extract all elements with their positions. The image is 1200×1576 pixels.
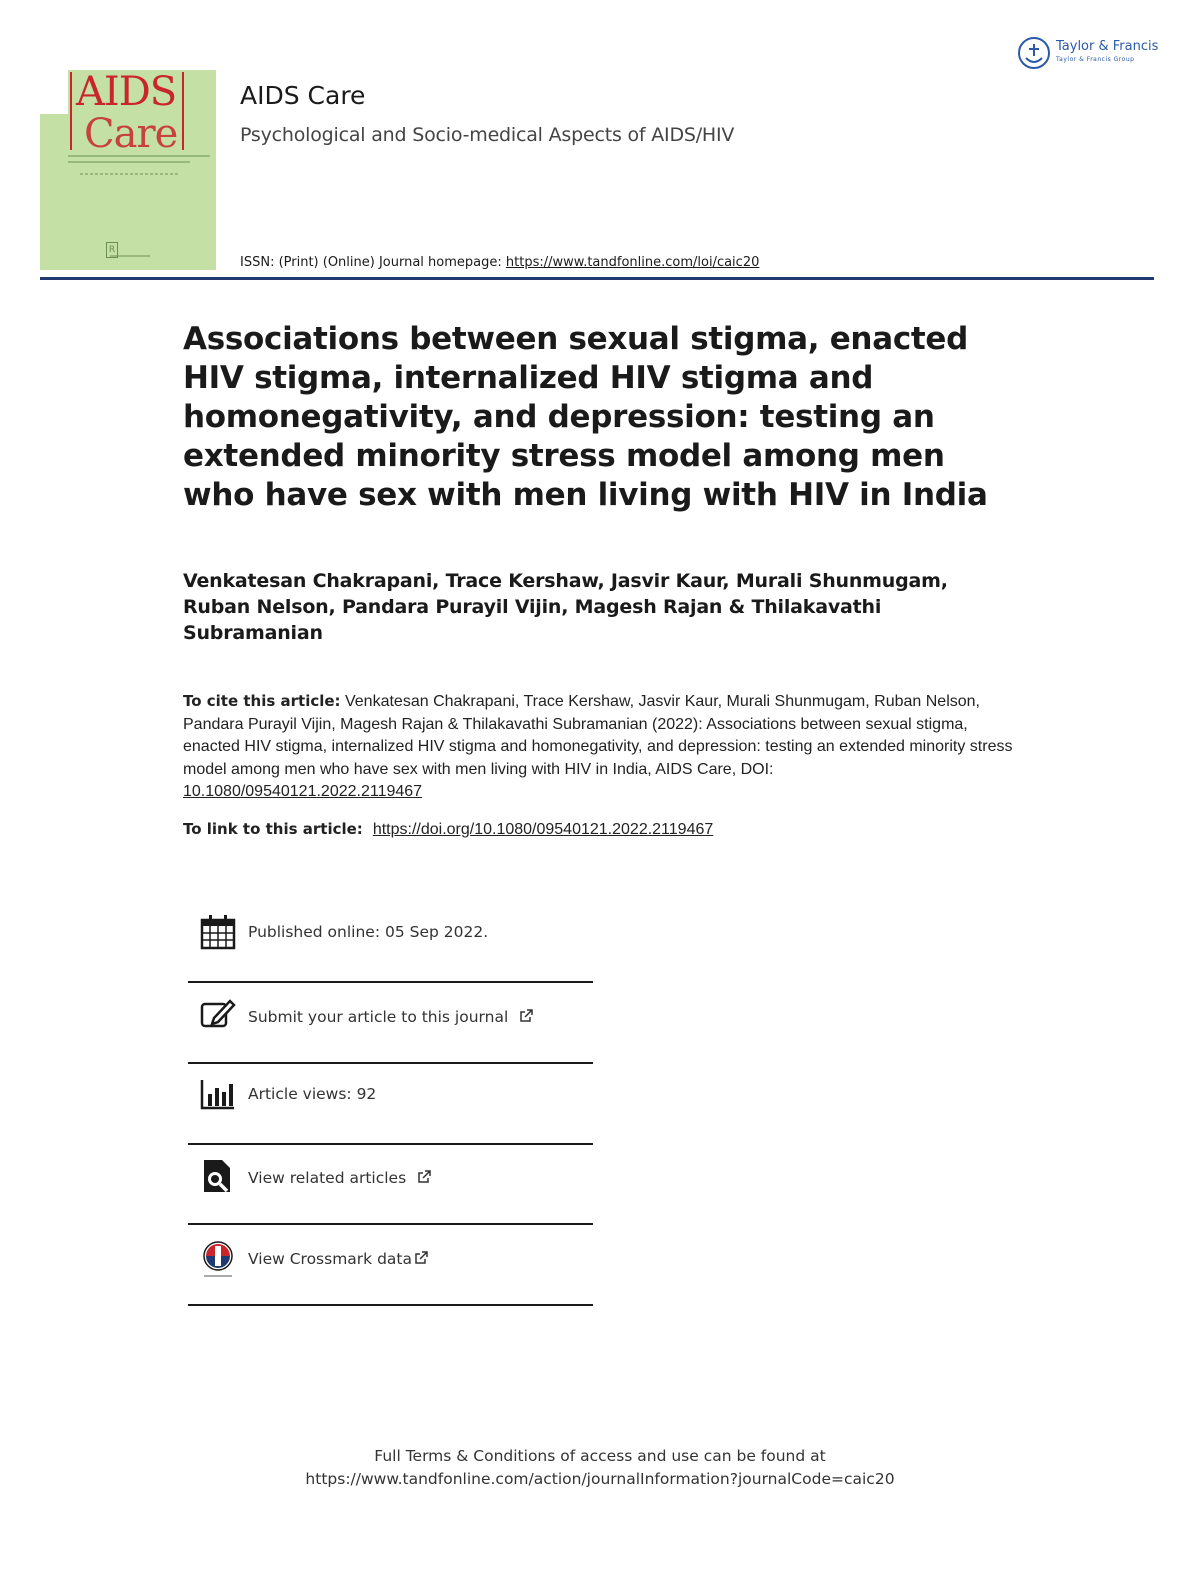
doi-link[interactable]: 10.1080/09540121.2022.2119467 [183, 783, 423, 800]
calendar-icon [200, 914, 236, 950]
article-link-line [183, 820, 713, 839]
footer [0, 1445, 1200, 1491]
article-doi-url[interactable]: https://doi.org/10.1080/09540121.2022.2119467 [372, 821, 714, 838]
info-divider [188, 1304, 593, 1306]
article-title: Associations between sexual stigma, enacted HIV stigma, internalized HIV stigma and homonegativity, and depression: testing an extended minority stress model among men who have sex with men living with HIV in India [183, 321, 988, 513]
journal-subtitle: Psychological and Socio-medical Aspects of AIDS/HIV [240, 124, 735, 146]
issn-prefix: ISSN: (Print) (Online) Journal homepage: [240, 255, 506, 270]
footer-terms-url[interactable]: https://www.tandfonline.com/action/journalInformation?journalCode=caic20 [305, 1470, 895, 1488]
header-rule [40, 277, 1154, 280]
publisher-tagline: Taylor & Francis Group [1056, 56, 1135, 63]
submit-article-label: Submit your article to this journal [248, 1008, 509, 1026]
article-authors: Venkatesan Chakrapani, Trace Kershaw, Jasvir Kaur, Murali Shunmugam, Ruban Nelson, Pandara Purayil Vijin, Magesh Rajan & Thilakavathi Subramanian [183, 570, 948, 644]
info-divider [188, 981, 593, 983]
document-search-icon [200, 1158, 236, 1194]
journal-title: AIDS Care [240, 81, 366, 110]
routledge-icon: R [106, 242, 118, 258]
cover-red-bar [182, 72, 184, 150]
related-articles-link[interactable] [248, 1169, 431, 1187]
submit-article-link[interactable] [248, 1008, 533, 1026]
cite-text: Venkatesan Chakrapani, Trace Kershaw, Jasvir Kaur, Murali Shunmugam, Ruban Nelson, Pandara Purayil Vijin, Magesh Rajan & Thilakavathi Subramanian (2022): Associations between sexual stigma, enacted HIV stigma, internalized HIV stigma and homonegativity, and depression: testing an extended minority stress model among men who have sex with men living with HIV in India, AIDS Care, DOI: [183, 693, 1013, 778]
link-label: To link to this article: [183, 820, 363, 838]
citation-block [183, 690, 1013, 804]
crossmark-icon [200, 1240, 236, 1276]
related-articles-label: View related articles [248, 1169, 407, 1187]
crossmark-link[interactable] [248, 1250, 428, 1268]
edit-icon [200, 996, 236, 1032]
taylor-francis-icon [1016, 36, 1052, 70]
info-divider [188, 1062, 593, 1064]
published-online: Published online: 05 Sep 2022. [248, 923, 489, 941]
info-divider [188, 1143, 593, 1145]
cite-label: To cite this article: [183, 692, 341, 710]
external-link-icon [519, 1009, 533, 1023]
info-divider [188, 1223, 593, 1225]
issn-line [240, 255, 759, 270]
external-link-icon [414, 1251, 428, 1265]
journal-homepage-link[interactable]: https://www.tandfonline.com/loi/caic20 [505, 255, 760, 270]
publisher-name: Taylor & Francis [1056, 39, 1159, 54]
crossmark-label: View Crossmark data [248, 1250, 412, 1268]
article-views: Article views: 92 [248, 1085, 377, 1103]
footer-terms: Full Terms & Conditions of access and use can be found at [374, 1447, 826, 1465]
cover-title-care: Care [84, 111, 178, 157]
external-link-icon [417, 1170, 431, 1184]
cover-red-bar [70, 72, 72, 150]
cover-title-aids: AIDS [76, 69, 177, 115]
bar-chart-icon [200, 1076, 236, 1112]
